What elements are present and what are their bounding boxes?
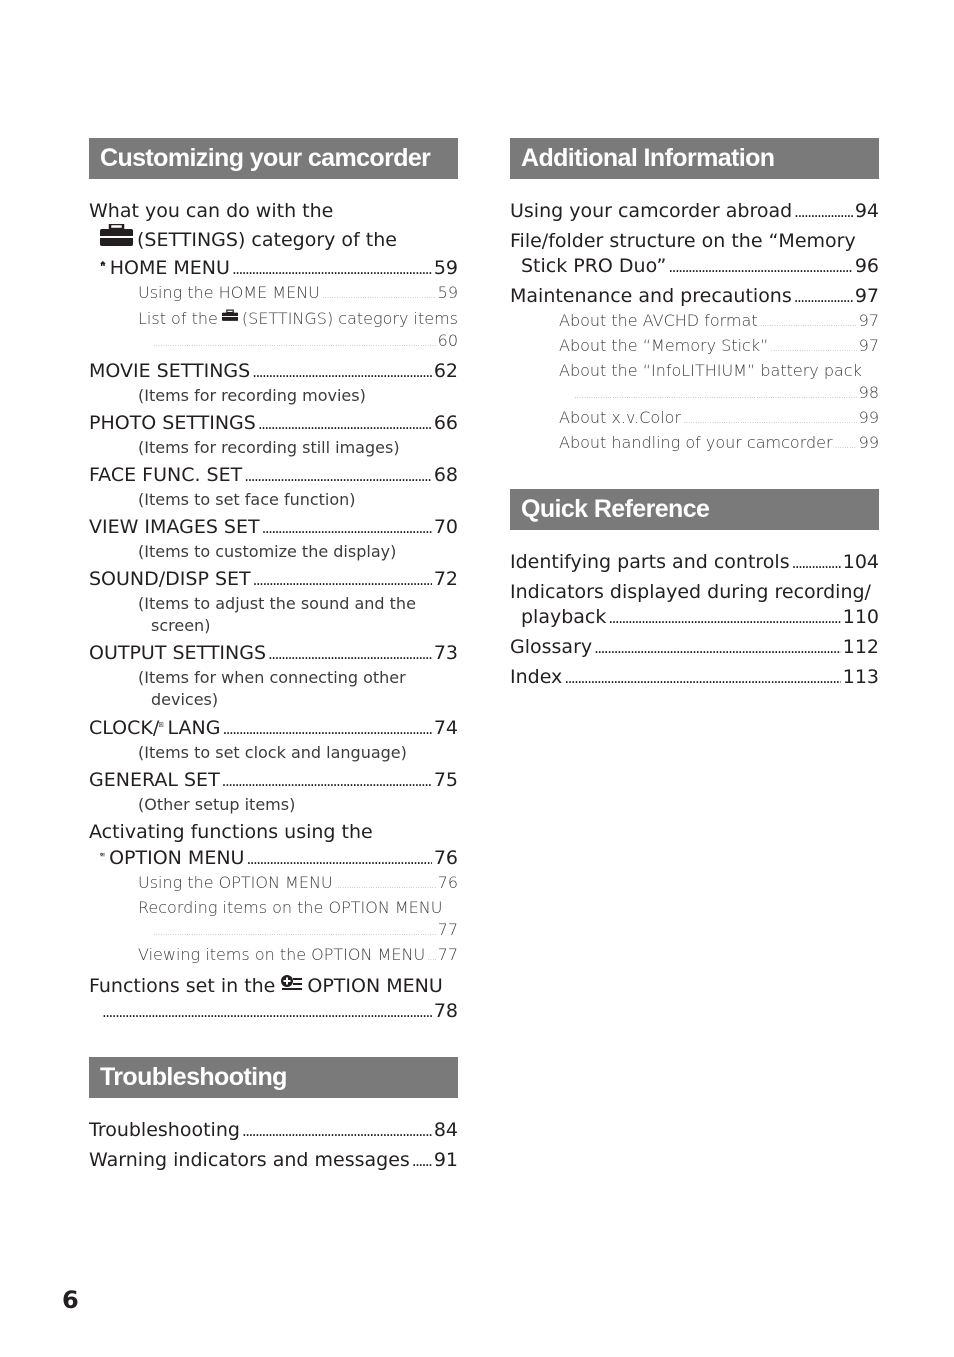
right-column (510, 138, 879, 691)
quick-reference-entries (510, 530, 879, 691)
toc-page: 62 (433, 360, 458, 382)
leader-dots (427, 947, 435, 969)
toc-description: (Items to set face function) (138, 490, 356, 509)
leader-dots (242, 1119, 432, 1144)
leader-dots (794, 285, 853, 310)
toc-subentry[interactable] (89, 872, 458, 897)
toc-page: 59 (433, 257, 458, 279)
toc-label: LANG (167, 717, 221, 739)
toc-label: File/folder structure on the “Memory (510, 230, 856, 252)
toc-label: OPTION MENU (307, 975, 443, 997)
option-menu-icon (100, 845, 105, 864)
toc-sublabel: Viewing items on the OPTION MENU (138, 945, 426, 964)
toc-page: 84 (433, 1119, 458, 1141)
leader-dots (770, 338, 856, 360)
toc-description: (Items to set clock and language) (138, 743, 407, 762)
toc-subpage: 77 (437, 945, 458, 964)
toc-line (89, 845, 458, 872)
toc-line (510, 229, 879, 254)
toc-page: 73 (433, 642, 458, 664)
toolbox-icon (100, 224, 133, 246)
toc-label: Functions set in the (89, 975, 276, 997)
left-column (89, 138, 458, 1174)
toc-description: (Items to customize the display) (138, 542, 397, 561)
leader-dots (252, 360, 432, 385)
toc-page: 66 (433, 412, 458, 434)
toc-description-line: screen) (151, 616, 211, 635)
toc-subentries (89, 872, 458, 969)
leader-dots (668, 255, 852, 280)
leader-dots (322, 285, 436, 307)
toc-entry-general-set[interactable] (89, 768, 458, 794)
toc-entry-movie-settings[interactable] (89, 359, 458, 385)
toc-description-line: devices) (151, 690, 219, 709)
toc-label: Index (510, 666, 563, 688)
leader-dots (102, 1000, 432, 1025)
leader-dots (246, 847, 431, 872)
toc-subentry[interactable] (510, 432, 879, 457)
toc-line (89, 973, 458, 999)
leader-dots (792, 551, 841, 576)
leader-dots (594, 636, 841, 661)
toc-page: 74 (433, 717, 458, 739)
toc-subpage: 60 (437, 331, 458, 350)
toc-page: 72 (433, 568, 458, 590)
leader-dots (262, 516, 432, 541)
toc-subentry-cont (510, 382, 879, 407)
toc-page: 78 (433, 1000, 458, 1022)
toc-line (89, 515, 458, 541)
toc-page: 70 (433, 516, 458, 538)
toc-line (89, 768, 458, 794)
toc-line (510, 284, 879, 310)
toc-description-line: (Items for when connecting other (138, 668, 406, 687)
toc-subpage: 99 (858, 408, 879, 427)
toolbox-icon (222, 307, 238, 324)
toc-label: HOME MENU (109, 257, 230, 279)
toc-subpage: 59 (437, 283, 458, 302)
leader-dots (244, 464, 432, 489)
toc-line (89, 199, 458, 224)
toc-subentry[interactable] (510, 407, 879, 432)
section-header-troubleshooting: Troubleshooting (89, 1057, 458, 1098)
home-icon (100, 253, 106, 274)
toc-subpage: 76 (437, 873, 458, 892)
toc-label: FACE FUNC. SET (89, 464, 243, 486)
toc-label: Troubleshooting (89, 1119, 240, 1141)
toc-description (89, 667, 458, 711)
toc-subentry[interactable] (89, 282, 458, 307)
toc-label: Indicators displayed during recording/ (510, 581, 871, 603)
section-header-quick-reference: Quick Reference (510, 489, 879, 530)
toc-entry-camcorder-abroad[interactable] (510, 199, 879, 225)
toc-entry-warning-indicators[interactable] (89, 1148, 458, 1174)
toc-page: 68 (433, 464, 458, 486)
toc-label: MOVIE SETTINGS (89, 360, 251, 382)
leader-dots (564, 666, 840, 691)
leader-dots (574, 385, 857, 407)
leader-dots (412, 1149, 432, 1174)
toc-line (89, 224, 458, 253)
section-gap (510, 457, 879, 489)
toc-line (89, 359, 458, 385)
toc-label: PHOTO SETTINGS (89, 412, 256, 434)
section-header-additional-information: Additional Information (510, 138, 879, 179)
toc-description: (Items for recording still images) (138, 438, 400, 457)
toc-subpage: 77 (437, 920, 458, 939)
toc-line (89, 820, 458, 845)
toc-page: 96 (854, 255, 879, 277)
toc-line (89, 999, 458, 1025)
toc-entry-activating-functions[interactable] (89, 820, 458, 872)
toc-page: 110 (842, 606, 879, 628)
toc-subpage: 98 (858, 383, 879, 402)
toc-subentry[interactable] (89, 897, 458, 919)
toc-subpage: 99 (858, 433, 879, 452)
leader-dots (608, 606, 840, 631)
toc-entry-maintenance[interactable] (510, 284, 879, 310)
toc-entry-clock-lang[interactable] (89, 715, 458, 742)
toc-label: Maintenance and precautions (510, 285, 792, 307)
toc-sublabel: (SETTINGS) category items (241, 309, 458, 328)
option-menu-icon (280, 973, 303, 992)
leader-dots (794, 200, 853, 225)
toc-line (89, 641, 458, 667)
toc-entry-sound-disp-set[interactable] (89, 567, 458, 593)
toc-line (89, 715, 458, 742)
toc-entry-troubleshooting[interactable] (89, 1118, 458, 1144)
leader-dots (835, 435, 857, 457)
toc-line (510, 199, 879, 225)
customizing-entries (89, 179, 458, 1025)
toc-label: GENERAL SET (89, 769, 220, 791)
leader-dots (253, 568, 432, 593)
toc-label: playback (521, 606, 607, 628)
toc-entry-output-settings[interactable] (89, 641, 458, 667)
toc-sublabel: Using the OPTION MENU (138, 873, 333, 892)
leader-dots (153, 922, 436, 944)
toc-description: (Other setup items) (138, 795, 296, 814)
leader-dots (153, 333, 436, 355)
toc-label: Identifying parts and controls (510, 551, 790, 573)
toc-sublabel: About the “InfoLITHIUM” battery pack (559, 361, 862, 380)
toc-subpage: 97 (858, 336, 879, 355)
toc-page: 94 (854, 200, 879, 222)
toc-entry-index[interactable] (510, 665, 879, 691)
leader-dots (222, 769, 432, 794)
toc-line (510, 550, 879, 576)
leader-dots (335, 875, 436, 897)
toc-sublabel: About x.v.Color (559, 408, 682, 427)
leader-dots (258, 412, 432, 437)
toc-page: 97 (854, 285, 879, 307)
leader-dots (268, 642, 432, 667)
toc-subentry-cont (89, 919, 458, 944)
toc-label: VIEW IMAGES SET (89, 516, 260, 538)
toc-label: Glossary (510, 636, 593, 658)
toc-entry-face-func-set[interactable] (89, 463, 458, 489)
toc-page: 104 (842, 551, 879, 573)
toc-label: CLOCK/ (89, 717, 160, 739)
toc-entry-identifying-parts[interactable] (510, 550, 879, 576)
toc-description (89, 593, 458, 637)
toc-subentry[interactable] (89, 944, 458, 969)
toc-label: Warning indicators and messages (89, 1149, 410, 1171)
toc-line (89, 1118, 458, 1144)
toc-line (89, 411, 458, 437)
toc-subentries (510, 310, 879, 457)
toc-subentry[interactable] (510, 310, 879, 335)
toc-subpage: 97 (858, 311, 879, 330)
toc-entry-functions-option-menu[interactable] (89, 973, 458, 1025)
leader-dots (683, 410, 857, 432)
toc-label: SOUND/DISP SET (89, 568, 251, 590)
troubleshooting-entries (89, 1098, 458, 1174)
additional-entries (510, 179, 879, 457)
toc-label: (SETTINGS) category of the (137, 229, 397, 251)
toc-line (89, 253, 458, 282)
leader-dots (222, 717, 431, 742)
page-number: 6 (62, 1286, 79, 1314)
toc-subentry-cont (89, 330, 458, 355)
toc-label: Stick PRO Duo” (521, 255, 667, 277)
toc-entry-what-you-can-do[interactable] (89, 199, 458, 282)
toc-line (510, 605, 879, 631)
toc-entry-glossary[interactable] (510, 635, 879, 661)
toc-page: 75 (433, 769, 458, 791)
toc-page: 91 (433, 1149, 458, 1171)
toc-page: 113 (842, 666, 879, 688)
toc-sublabel: List of the (138, 309, 218, 328)
toc-label: What you can do with the (89, 200, 334, 222)
toc-page: 112 (842, 636, 879, 658)
toc-subentry[interactable] (510, 360, 879, 382)
toc-entry-indicators-displayed[interactable] (510, 580, 879, 631)
toc-line (89, 567, 458, 593)
toc-line (510, 635, 879, 661)
toc-line (89, 1148, 458, 1174)
toc-entry-photo-settings[interactable] (89, 411, 458, 437)
toc-subentry[interactable] (89, 307, 458, 330)
toc-line (510, 580, 879, 605)
toc-line (510, 665, 879, 691)
toc-sublabel: About the AVCHD format (559, 311, 758, 330)
language-a-icon (159, 715, 163, 734)
toc-sublabel: About handling of your camcorder (559, 433, 833, 452)
toc-subentry[interactable] (510, 335, 879, 360)
section-gap (89, 1025, 458, 1057)
toc-description: (Items for recording movies) (138, 386, 366, 405)
toc-sublabel: Recording items on the OPTION MENU (138, 898, 443, 917)
toc-sublabel: Using the HOME MENU (138, 283, 320, 302)
leader-dots (232, 257, 432, 282)
leader-dots (760, 313, 857, 335)
toc-entry-view-images-set[interactable] (89, 515, 458, 541)
toc-description-line: (Items to adjust the sound and the (138, 594, 416, 613)
toc-entry-file-folder-structure[interactable] (510, 229, 879, 280)
toc-subentries (89, 282, 458, 355)
section-header-customizing: Customizing your camcorder (89, 138, 458, 179)
toc-label: Using your camcorder abroad (510, 200, 793, 222)
toc-line (510, 254, 879, 280)
toc-label: OUTPUT SETTINGS (89, 642, 267, 664)
toc-line (89, 463, 458, 489)
toc-label: Activating functions using the (89, 821, 373, 843)
toc-sublabel: About the “Memory Stick” (559, 336, 769, 355)
toc-label: OPTION MENU (109, 847, 245, 869)
toc-page: 76 (433, 847, 458, 869)
